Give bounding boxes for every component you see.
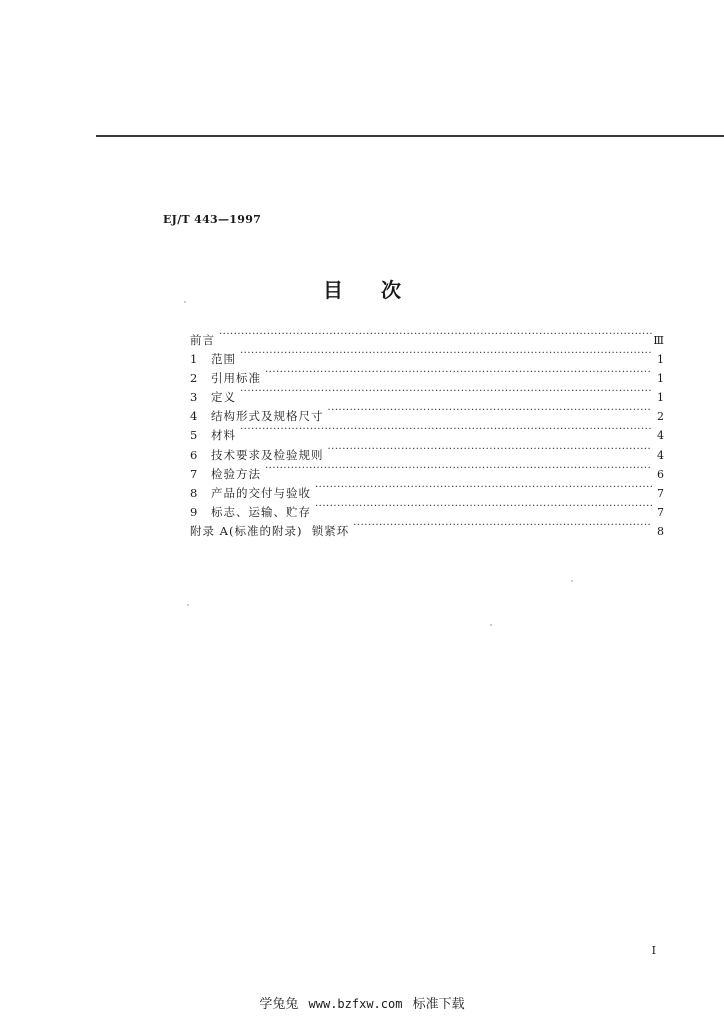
- toc-entry-page: 1: [657, 391, 664, 405]
- toc-entry-label: 检验方法: [211, 466, 261, 481]
- toc-entry-page: 6: [657, 467, 664, 481]
- toc-entry-label: 结构形式及规格尺寸: [211, 409, 324, 424]
- footer-url[interactable]: www.bzfxw.com: [308, 997, 403, 1011]
- toc-entry-label: 定义: [211, 390, 236, 405]
- footer-watermark: [0, 993, 724, 1012]
- toc-entry-label: 技术要求及检验规则: [211, 447, 324, 462]
- toc-leader: [328, 440, 653, 459]
- scan-speck: [490, 624, 492, 626]
- toc-leader: [240, 344, 652, 363]
- toc-entry-number: 2: [190, 371, 198, 386]
- toc-entry-label: 附录 A(标准的附录) 锁紧环: [190, 523, 350, 538]
- toc-entry-page: 8: [657, 524, 664, 538]
- toc-entry-label: 材料: [211, 428, 236, 443]
- table-of-contents: [190, 325, 664, 538]
- toc-entry-page: 4: [657, 429, 664, 443]
- page-number: I: [651, 944, 656, 957]
- toc-title: [0, 274, 724, 303]
- header-rule: [96, 135, 724, 137]
- toc-entry-number: 8: [190, 485, 198, 500]
- toc-entry-number: 4: [190, 409, 198, 424]
- toc-entry-references[interactable]: [190, 363, 664, 386]
- toc-entry-number: 3: [190, 390, 198, 405]
- toc-entry-page: 4: [657, 448, 664, 462]
- toc-entry-page: 2: [657, 410, 664, 424]
- toc-entry-label: 范围: [211, 352, 236, 367]
- toc-leader: [240, 420, 652, 439]
- toc-entry-page: 7: [657, 486, 664, 500]
- toc-leader: [265, 459, 652, 478]
- toc-entry-number: 6: [190, 447, 198, 462]
- toc-entry-foreword[interactable]: [190, 325, 664, 347]
- toc-leader: [315, 497, 652, 516]
- toc-entry-number: 5: [190, 428, 198, 443]
- toc-entry-number: 7: [190, 466, 198, 481]
- toc-entry-structure[interactable]: [190, 401, 664, 424]
- footer-prefix: 学兔兔: [259, 997, 299, 1012]
- toc-entry-label: 标志、运输、贮存: [211, 504, 311, 519]
- toc-entry-scope[interactable]: [190, 344, 664, 367]
- scan-speck: [184, 301, 186, 303]
- toc-entry-label: 产品的交付与验收: [211, 485, 311, 500]
- toc-entry-materials[interactable]: [190, 420, 664, 443]
- footer-suffix: 标准下载: [412, 997, 465, 1012]
- scan-speck: [187, 604, 189, 606]
- toc-entry-page: 1: [657, 372, 664, 386]
- scan-speck: [571, 580, 573, 582]
- toc-entry-page: 1: [657, 353, 664, 367]
- toc-entry-definitions[interactable]: [190, 382, 664, 405]
- toc-entry-label: 引用标准: [211, 371, 261, 386]
- toc-entry-number: 1: [190, 352, 198, 367]
- toc-leader: [315, 478, 652, 497]
- toc-title-part2: 次: [381, 278, 401, 302]
- toc-leader: [328, 401, 653, 420]
- toc-leader: [219, 325, 652, 344]
- standard-code: EJ/T 443—1997: [163, 213, 262, 226]
- toc-leader: [353, 516, 652, 535]
- toc-entry-page: 7: [657, 505, 664, 519]
- toc-leader: [265, 363, 652, 382]
- toc-entry-number: 9: [190, 504, 198, 519]
- toc-title-part1: 目: [323, 278, 343, 302]
- toc-leader: [240, 382, 652, 401]
- toc-entry-requirements[interactable]: [190, 440, 664, 462]
- toc-entry-label: 前言: [190, 333, 215, 347]
- toc-entry-page: Ⅲ: [653, 334, 664, 347]
